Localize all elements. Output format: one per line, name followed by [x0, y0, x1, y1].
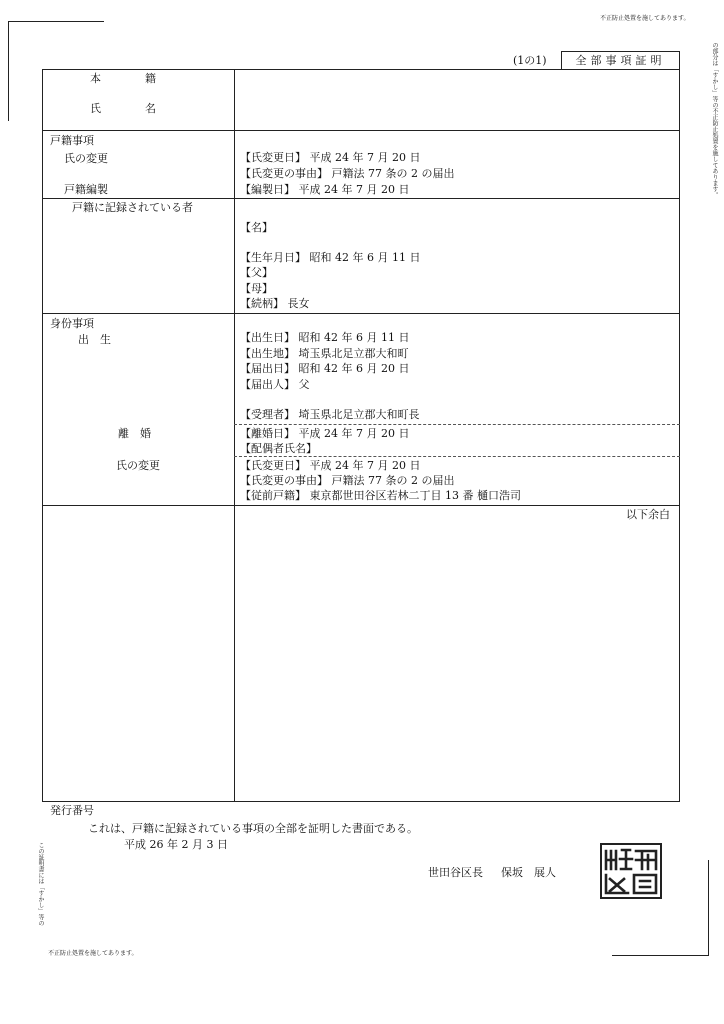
corner-mark-bottom-right-v — [708, 860, 709, 956]
person-line: 【母】 — [240, 282, 273, 295]
name-change-line: 【氏変更の事由】 戸籍法 77 条の 2 の届出 — [240, 474, 455, 487]
certificate-title: 全部事項証明 — [561, 51, 680, 69]
issuer-title: 世田谷区長 — [428, 866, 483, 879]
koseki-line: 【氏変更の事由】 戸籍法 77 条の 2 の届出 — [240, 167, 455, 180]
seal-glyph-icon — [602, 845, 660, 897]
row-divider-registry — [42, 130, 680, 131]
divorce-line: 【離婚日】 平成 24 年 7 月 20 日 — [240, 427, 410, 440]
person-line: 【父】 — [240, 266, 273, 279]
anti-forgery-notice-top: 不正防止処置を施してあります。 — [600, 15, 690, 22]
divorce-label: 離 婚 — [118, 427, 151, 440]
birth-line: 【出生日】 昭和 42 年 6 月 11 日 — [240, 331, 410, 344]
official-seal — [600, 843, 662, 899]
divorce-line: 【配偶者氏名】 — [240, 442, 317, 455]
shimei-label: 氏 名 — [90, 102, 156, 115]
birth-line: 【受理者】 埼玉県北足立郡大和町長 — [240, 408, 420, 421]
name-change-line: 【氏変更日】 平成 24 年 7 月 20 日 — [240, 459, 421, 472]
birth-line: 【出生地】 埼玉県北足立郡大和町 — [240, 347, 409, 360]
row-divider-status — [42, 505, 680, 506]
status-heading: 身份事項 — [50, 317, 94, 330]
issue-date: 平成 26 年 2 月 3 日 — [124, 838, 228, 851]
certification-text: これは、戸籍に記録されている事項の全部を証明した書面である。 — [88, 822, 418, 835]
issue-number-label: 発行番号 — [50, 804, 94, 817]
dashed-divider-name-change — [234, 456, 680, 457]
honseki-label: 本 籍 — [90, 72, 156, 85]
koseki-heading: 戸籍事項 — [50, 134, 94, 147]
birth-label: 出 生 — [78, 333, 111, 346]
person-line: 【生年月日】 昭和 42 年 6 月 11 日 — [240, 251, 421, 264]
page-indicator: (1の1) — [513, 54, 547, 67]
row-divider-person — [42, 313, 680, 314]
dashed-divider-divorce — [234, 424, 680, 425]
person-line: 【名】 — [240, 221, 273, 234]
column-divider — [234, 69, 235, 802]
row-divider-koseki — [42, 198, 680, 199]
birth-line: 【届出日】 昭和 42 年 6 月 20 日 — [240, 362, 410, 375]
koseki-compile-label: 戸籍編製 — [64, 183, 108, 196]
birth-line: 【届出人】 父 — [240, 378, 310, 391]
issuer-name: 保坂 展人 — [501, 866, 556, 879]
name-change-line: 【従前戸籍】 東京都世田谷区若林二丁目 13 番 樋口浩司 — [240, 489, 521, 502]
koseki-line: 【氏変更日】 平成 24 年 7 月 20 日 — [240, 151, 421, 164]
corner-mark-bottom-right-h — [612, 955, 708, 956]
koseki-line: 【編製日】 平成 24 年 7 月 20 日 — [240, 183, 410, 196]
side-note-right: の部分は「すかし」等の不正防止処置を施してあります。 — [711, 42, 718, 198]
person-heading: 戸籍に記録されている者 — [72, 201, 193, 214]
remainder-blank-note: 以下余白 — [626, 508, 670, 521]
anti-forgery-notice-bottom: 不正防止処置を施してあります。 — [48, 950, 138, 957]
side-note-left: この証明書には「すかし」等の — [37, 842, 44, 926]
status-name-change-label: 氏の変更 — [116, 459, 160, 472]
person-line: 【続柄】 長女 — [240, 297, 310, 310]
corner-mark-top-left-v — [8, 21, 9, 121]
koseki-name-change-label: 氏の変更 — [64, 152, 108, 165]
corner-mark-top-left-h — [8, 21, 104, 22]
